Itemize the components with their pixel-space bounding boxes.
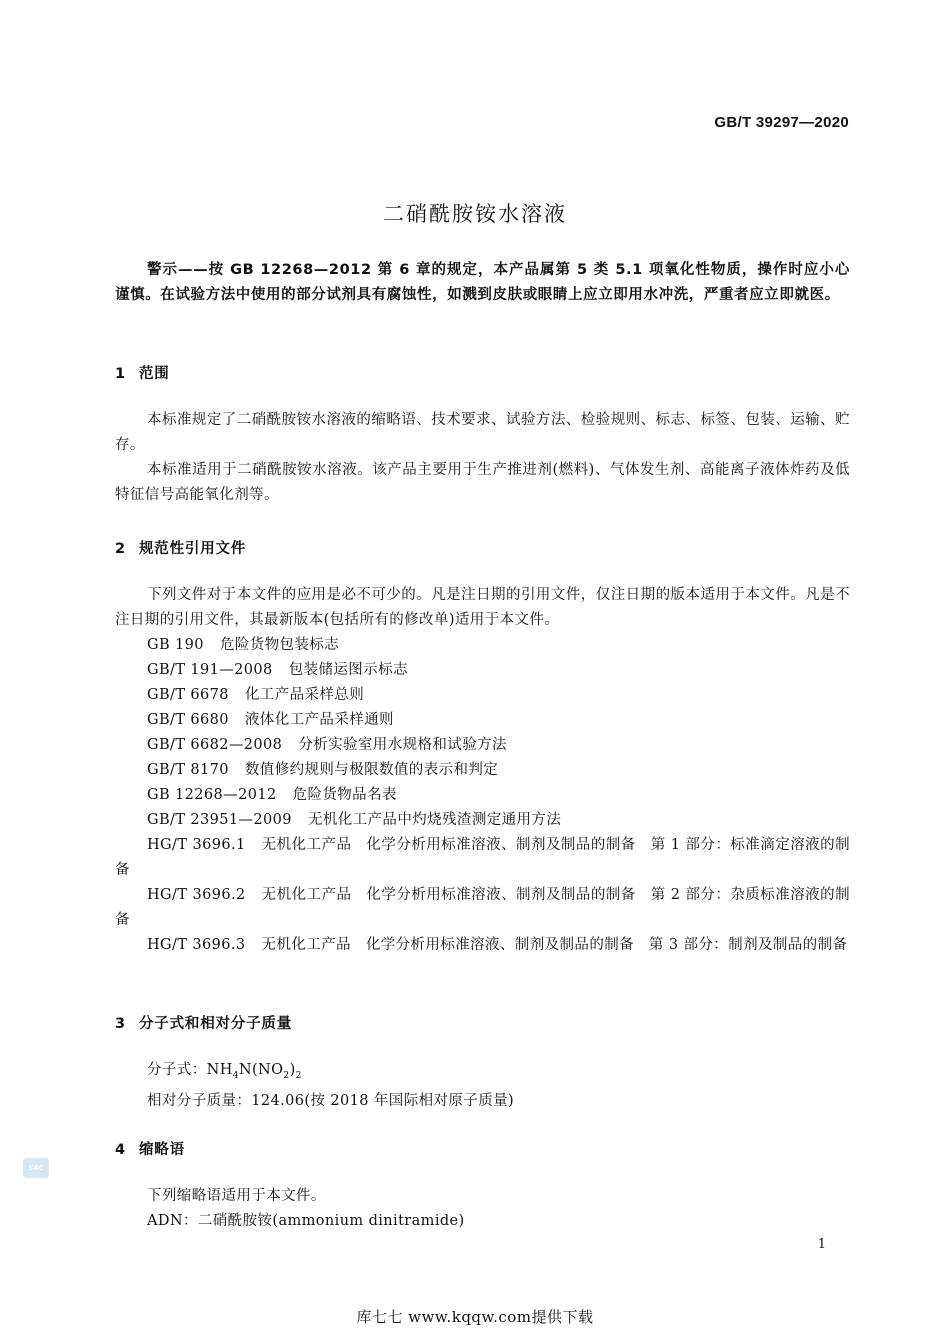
reference-item: [115, 883, 850, 933]
reference-item: [115, 808, 850, 833]
relative-molecular-mass: 相对分子质量：124.06(按 2018 年国际相对原子质量): [147, 1092, 515, 1109]
formula-part: NH: [206, 1062, 233, 1078]
reference-item: [115, 633, 850, 658]
reference-code: GB/T 191—2008: [147, 662, 273, 678]
reference-item: [115, 783, 850, 808]
section-3-heading: [115, 1012, 292, 1033]
references-intro: 下列文件对于本文件的应用是必不可少的。凡是注日期的引用文件，仅注日期的版本适用于本文件。凡是不注日期的引用文件，其最新版本(包括所有的修改单)适用于本文件。: [115, 587, 850, 628]
formula-subscript: 2: [283, 1070, 290, 1081]
reference-item: [115, 758, 850, 783]
standard-code: GB/T 39297—2020: [714, 114, 849, 131]
formula-subscript: 2: [295, 1070, 302, 1081]
reference-code: GB/T 6680: [147, 712, 229, 728]
section-number: 3: [115, 1016, 126, 1032]
reference-title: 包装储运图示标志: [288, 662, 408, 678]
page-number: 1: [817, 1237, 826, 1252]
reference-title: 数值修约规则与极限数值的表示和判定: [244, 762, 499, 778]
reference-title: 无机化工产品中灼烧残渣测定通用方法: [307, 812, 562, 828]
reference-item: [115, 833, 850, 883]
reference-code: GB/T 23951—2009: [147, 812, 292, 828]
formula-block: [115, 1058, 850, 1114]
section-title: 范围: [139, 366, 170, 382]
reference-title: 危险货物包装标志: [219, 637, 340, 653]
reference-title: 无机化工产品 化学分析用标准溶液、制剂及制品的制备 第 1 部分：标准滴定溶液的制备: [115, 837, 850, 878]
section-1-heading: [115, 362, 170, 383]
reference-item: [115, 733, 850, 758]
reference-title: 无机化工产品 化学分析用标准溶液、制剂及制品的制备 第 2 部分：杂质标准溶液的制备: [115, 887, 850, 928]
reference-code: GB 12268—2012: [147, 787, 277, 803]
reference-title: 无机化工产品 化学分析用标准溶液、制剂及制品的制备 第 3 部分：制剂及制品的制备: [261, 937, 848, 953]
abbreviations-intro: 下列缩略语适用于本文件。: [147, 1188, 326, 1204]
download-footer: 库七七 www.kqqw.com提供下载: [356, 1308, 594, 1326]
abbreviation-item: ADN：二硝酰胺铵(ammonium dinitramide): [147, 1213, 465, 1229]
warning-paragraph: 警示——按 GB 12268—2012 第 6 章的规定，本产品属第 5 类 5.1 项氧化性物质，操作时应小心谨慎。在试验方法中使用的部分试剂具有腐蚀性，如溅到皮肤或眼睛上应立即用水冲洗，严重者应立即就医。: [115, 262, 850, 303]
reference-item: [115, 658, 850, 683]
reference-code: GB/T 6682—2008: [147, 737, 283, 753]
reference-item: [115, 933, 850, 958]
section-number: 4: [115, 1142, 126, 1158]
section-title: 规范性引用文件: [139, 541, 247, 557]
reference-item: [115, 708, 850, 733]
reference-code: GB/T 8170: [147, 762, 229, 778]
reference-item: [115, 683, 850, 708]
reference-title: 危险货物品名表: [292, 787, 397, 803]
section-2-heading: [115, 537, 246, 558]
section-number: 1: [115, 366, 126, 382]
abbreviations-block: [115, 1184, 850, 1234]
section-number: 2: [115, 541, 126, 557]
reference-title: 液体化工产品采样通则: [244, 712, 394, 728]
reference-title: 分析实验室用水规格和试验方法: [298, 737, 507, 753]
formula-part: N(NO: [238, 1062, 284, 1078]
reference-code: HG/T 3696.2: [147, 887, 246, 903]
reference-code: GB/T 6678: [147, 687, 229, 703]
sac-logo: SAC: [23, 1158, 49, 1178]
section-title: 缩略语: [139, 1142, 185, 1158]
reference-title: 化工产品采样总则: [244, 687, 365, 703]
reference-code: HG/T 3696.1: [147, 837, 246, 853]
scope-paragraph-1: 本标准规定了二硝酰胺铵水溶液的缩略语、技术要求、试验方法、检验规则、标志、标签、包装、运输、贮存。: [115, 412, 850, 453]
document-title: 二硝酰胺铵水溶液: [383, 202, 567, 226]
scope-paragraph-2: 本标准适用于二硝酰胺铵水溶液。该产品主要用于生产推进剂(燃料)、气体发生剂、高能离子液体炸药及低特征信号高能氧化剂等。: [115, 462, 850, 503]
section-4-heading: [115, 1138, 185, 1159]
section-title: 分子式和相对分子质量: [139, 1016, 292, 1032]
references-block: [115, 583, 850, 958]
formula-subscript: 4: [232, 1070, 239, 1081]
formula-label: 分子式：: [147, 1062, 207, 1078]
reference-code: GB 190: [147, 637, 204, 653]
formula-part: ): [289, 1062, 296, 1078]
molecular-formula: [115, 1058, 850, 1089]
reference-code: HG/T 3696.3: [147, 937, 246, 953]
